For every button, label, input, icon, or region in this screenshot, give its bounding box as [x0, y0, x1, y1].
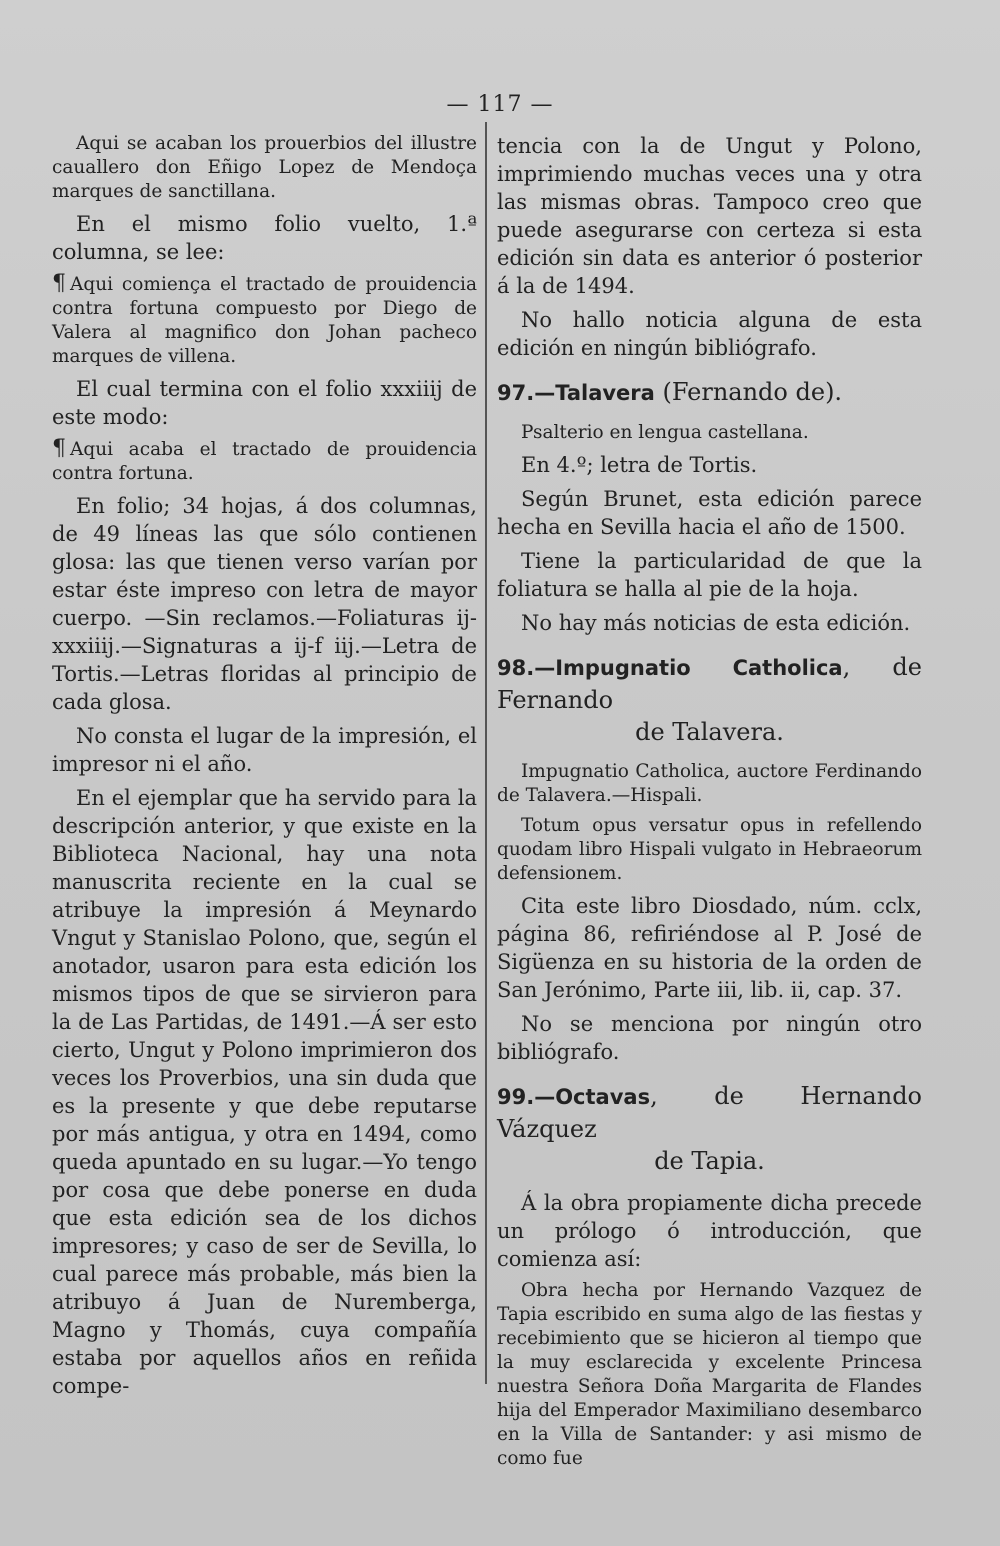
- paragraph: [497, 892, 922, 1004]
- paragraph: [52, 784, 477, 1400]
- paragraph: [497, 609, 922, 637]
- paragraph: [497, 1279, 922, 1471]
- paragraph: [497, 814, 922, 886]
- paragraph-text: Obra hecha por Hernando Vazquez de Tapia escribido en suma algo de las fiestas y recebimiento que se hicieron al tiempo que la muy esclarecida y excelente Princesa nuestra Señora Doña Margarita de Flandes hija del Emperador Maximiliano desembarco en la Villa de Santander: y asi mismo de como fue: [497, 1280, 922, 1469]
- entry-number: 98.—: [497, 656, 556, 680]
- paragraph-text: Psalterio en lengua castellana.: [521, 422, 809, 443]
- paragraph: [497, 451, 922, 479]
- paragraph-text: El cual termina con el folio xxxiiij de este modo:: [52, 377, 477, 429]
- paragraph: [497, 485, 922, 541]
- paragraph: [497, 1010, 922, 1066]
- paragraph: [52, 722, 477, 778]
- entry-name: Impugnatio Catholica: [555, 656, 843, 680]
- paragraph: [52, 375, 477, 431]
- entry-author: , de Hernando Vázquez: [497, 1082, 922, 1143]
- paragraph-text: Según Brunet, esta edición parece hecha en Sevilla hacia el año de 1500.: [497, 487, 922, 539]
- paragraph-mark-icon: ¶: [52, 436, 66, 461]
- paragraph-text: En el mismo folio vuelto, 1.ª columna, se lee:: [52, 212, 477, 264]
- entry-author-continued: de Talavera.: [635, 718, 784, 746]
- entry-heading: [497, 376, 922, 409]
- right-column: [497, 132, 922, 1477]
- paragraph-text: En folio; 34 hojas, á dos columnas, de 49 líneas las que sólo contienen glosa: las que tienen verso varían por estar éste impreso con letra de mayor cuerpo. —Sin reclamos.—Foliaturas ij-xxxiiij.—Signaturas a ij-f iij.—Letra de Tortis.—Letras floridas al principio de cada glosa.: [52, 494, 477, 714]
- paragraph-text: En 4.º; letra de Tortis.: [521, 453, 758, 477]
- entry-heading: [497, 1080, 922, 1177]
- paragraph-text: Cita este libro Diosdado, núm. cclx, página 86, refiriéndose al P. José de Sigüenza en su historia de la orden de San Jerónimo, Parte iii, lib. ii, cap. 37.: [497, 894, 922, 1002]
- paragraph: [497, 421, 922, 445]
- page-number: — 117 —: [446, 92, 554, 117]
- paragraph: [497, 760, 922, 808]
- entry-number: 97.—: [497, 381, 556, 405]
- paragraph-text: Aqui comiença el tractado de prouidencia contra fortuna compuesto por Diego de Valera al magnifico don Johan pacheco marques de villena.: [52, 274, 477, 367]
- paragraph-text: Totum opus versatur opus in refellendo quodam libro Hispali vulgato in Hebraeorum defensionem.: [497, 815, 922, 884]
- paragraph: [497, 1189, 922, 1273]
- paragraph-text: No se menciona por ningún otro bibliógrafo.: [497, 1012, 922, 1064]
- paragraph: [52, 132, 477, 204]
- paragraph-text: No hallo noticia alguna de esta edición en ningún bibliógrafo.: [497, 308, 922, 360]
- paragraph-text: En el ejemplar que ha servido para la descripción anterior, y que existe en la Biblioteca Nacional, hay una nota manuscrita reciente en la cual se atribuye la impresión á Meynardo Vngut y Stanislao Polono, que, según el anotador, usaron para esta edición los mismos tipos de que se sirvieron para la de Las Partidas, de 1491.—Á ser esto cierto, Ungut y Polono imprimieron dos veces los Proverbios, una sin duda que es la presente y que debe reputarse por más antigua, y otra en 1494, como queda apuntado en su lugar.—Yo tengo por cosa que debe ponerse en duda que esta edición sea de los dichos impresores; y caso de ser de Sevilla, lo cual parece más probable, más bien la atribuyo á Juan de Nuremberga, Magno y Thomás, cuya compañía estaba por aquellos años en reñida compe-: [52, 786, 477, 1398]
- entry-name: Talavera: [555, 381, 655, 405]
- paragraph-text: No consta el lugar de la impresión, el impresor ni el año.: [52, 724, 477, 776]
- paragraph-mark-icon: ¶: [52, 271, 66, 296]
- paragraph-text: Á la obra propiamente dicha precede un prólogo ó introducción, que comienza así:: [497, 1191, 922, 1271]
- paragraph: [497, 547, 922, 603]
- paragraph-text: Impugnatio Catholica, auctore Ferdinando de Talavera.—Hispali.: [497, 761, 922, 806]
- entry-number: 99.—: [497, 1085, 556, 1109]
- left-column: [52, 132, 477, 1406]
- entry-heading: [497, 651, 922, 748]
- entry-author: , de Fernando: [497, 653, 922, 714]
- paragraph-text: Tiene la particularidad de que la foliatura se halla al pie de la hoja.: [497, 549, 922, 601]
- paragraph-text: tencia con la de Ungut y Polono, imprimiendo muchas veces una y otra las mismas obras. Tampoco creo que puede asegurarse con certeza si esta edición sin data es anterior ó posterior á la de 1494.: [497, 134, 922, 298]
- paragraph-text: No hay más noticias de esta edición.: [521, 611, 911, 635]
- paragraph: [497, 306, 922, 362]
- paragraph: [52, 492, 477, 716]
- entry-author: (Fernando de).: [654, 378, 843, 406]
- entry-name: Octavas: [555, 1085, 651, 1109]
- quoted-passage: [52, 437, 477, 486]
- paragraph-text: Aqui se acaban los prouerbios del illustre cauallero don Eñigo Lopez de Mendoça marques de sanctillana.: [52, 133, 477, 202]
- paragraph-text: Aqui acaba el tractado de prouidencia contra fortuna.: [52, 439, 477, 484]
- paragraph: [52, 210, 477, 266]
- quoted-passage: [52, 272, 477, 369]
- entry-author-continued: de Tapia.: [654, 1147, 765, 1175]
- paragraph: [497, 132, 922, 300]
- column-divider: [485, 122, 487, 1384]
